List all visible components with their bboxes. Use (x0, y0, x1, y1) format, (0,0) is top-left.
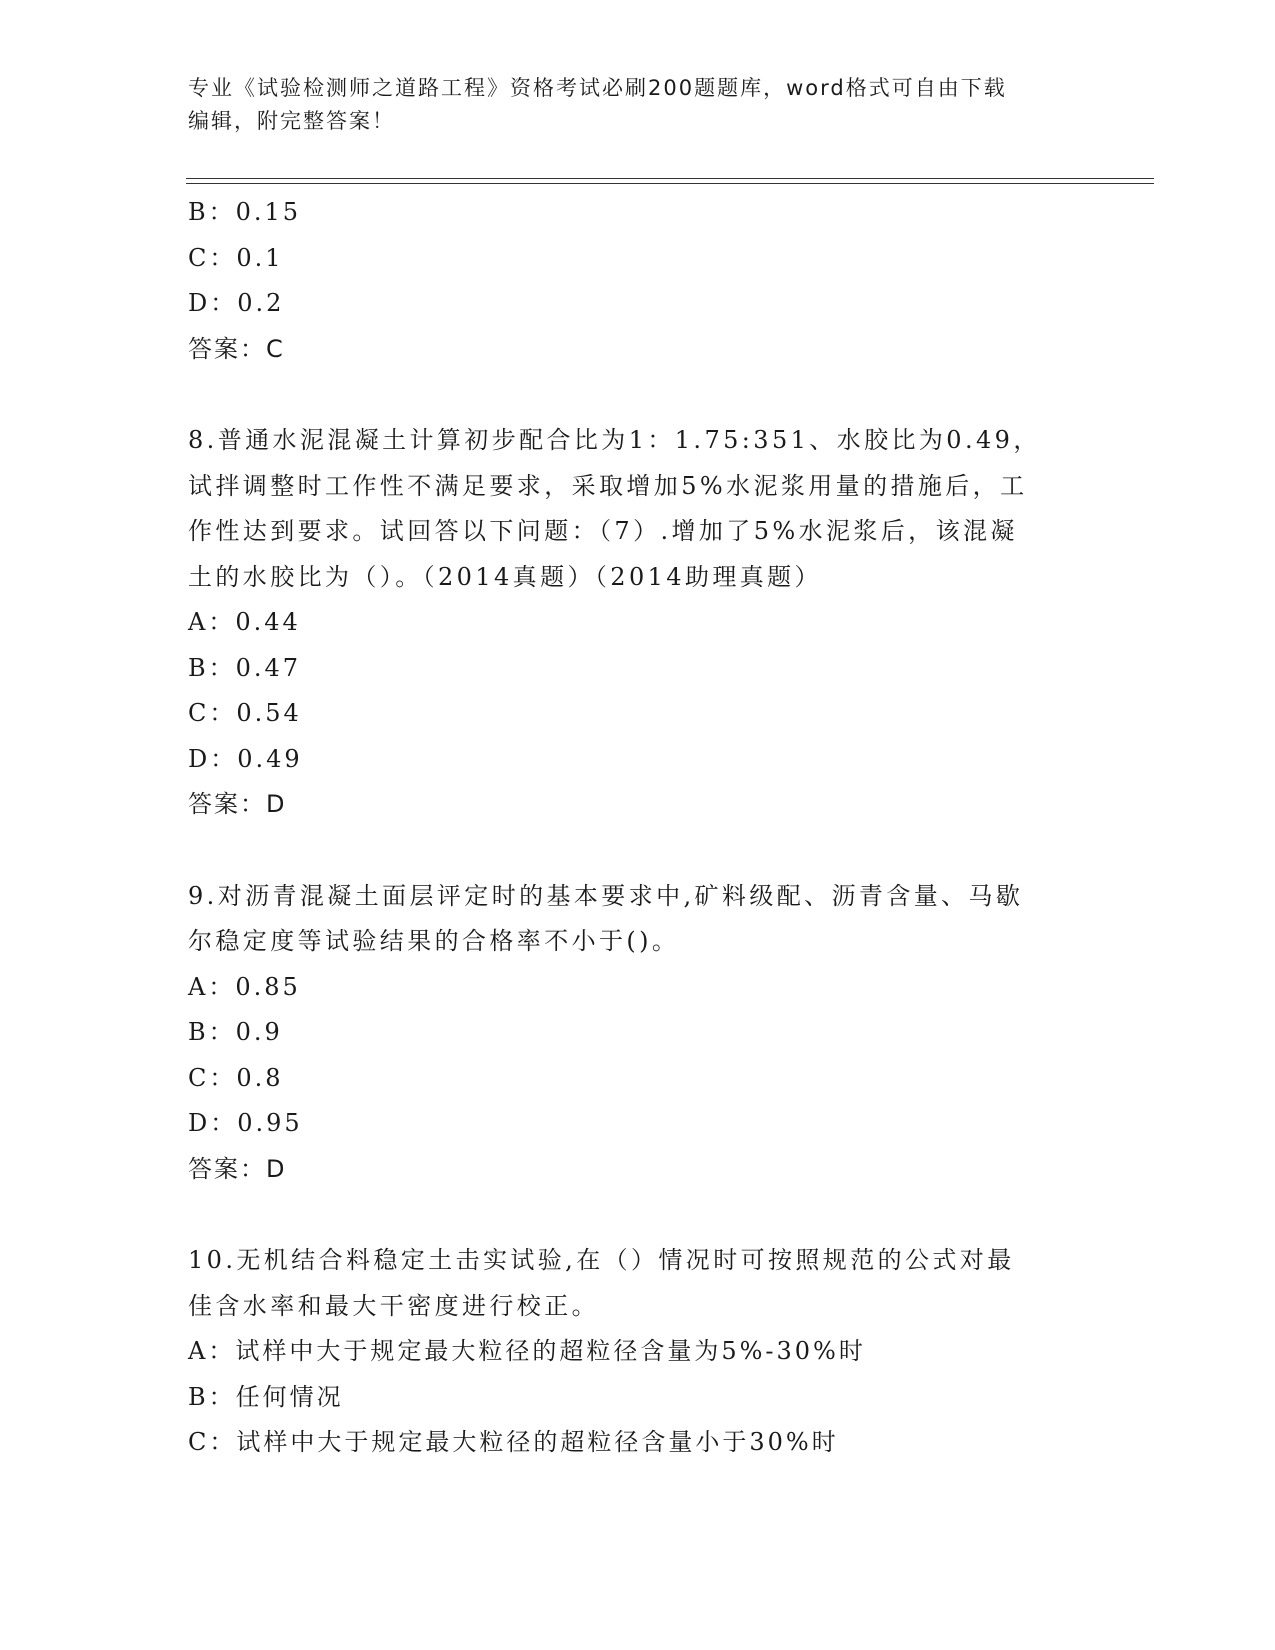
option-c: C：试样中大于规定最大粒径的超粒径含量小于30%时 (188, 1428, 839, 1456)
answer: 答案：C (188, 334, 285, 363)
question-8 (188, 418, 1088, 828)
option-c: C：0.1 (188, 243, 284, 272)
option-a: A：0.44 (188, 608, 301, 636)
stem-line: 9.对沥青混凝土面层评定时的基本要求中,矿料级配、沥青含量、马歇 (188, 881, 1024, 910)
option-d: D：0.2 (188, 289, 285, 317)
option-a: A：试样中大于规定最大粒径的超粒径含量为5%-30%时 (188, 1337, 866, 1365)
question-stem (188, 874, 1088, 965)
stem-line: 土的水胶比为（）。（2014真题）（2014助理真题） (188, 562, 822, 591)
question-stem (188, 1238, 1088, 1329)
option-b: B：0.15 (188, 198, 302, 226)
stem-line: 10.无机结合料稳定土击实试验,在（）情况时可按照规范的公式对最 (188, 1246, 1015, 1274)
stem-line: 8.普通水泥混凝土计算初步配合比为1：1.75:351、水胶比为0.49， (188, 426, 1041, 454)
header-title-line-2: 编辑，附完整答案！ (188, 109, 395, 133)
header-rule-top (186, 178, 1154, 179)
spacer (188, 1192, 1088, 1238)
page-header (188, 72, 1068, 138)
option-d: D：0.49 (188, 744, 303, 773)
stem-line: 作性达到要求。试回答以下问题：（7）.增加了5%水泥浆后，该混凝 (188, 517, 1018, 545)
option-b: B：任何情况 (188, 1382, 344, 1411)
spacer (188, 828, 1088, 874)
question-10 (188, 1238, 1088, 1466)
answer: 答案：D (188, 790, 287, 818)
header-title-line-1: 专业《试验检测师之道路工程》资格考试必刷200题题库，word格式可自由下载 (188, 76, 1007, 100)
option-c: C：0.8 (188, 1063, 284, 1092)
option-c: C：0.54 (188, 699, 302, 727)
option-b: B：0.47 (188, 653, 302, 682)
document-body (188, 190, 1088, 1466)
spacer (188, 372, 1088, 418)
option-a: A：0.85 (188, 972, 301, 1001)
option-b: B：0.9 (188, 1018, 283, 1046)
stem-line: 佳含水率和最大干密度进行校正。 (188, 1291, 599, 1320)
stem-line: 尔稳定度等试验结果的合格率不小于()。 (188, 927, 680, 955)
answer: 答案：D (188, 1154, 287, 1183)
header-rule-bottom (186, 183, 1154, 184)
question-9 (188, 874, 1088, 1193)
option-d: D：0.95 (188, 1109, 303, 1137)
question-stem (188, 418, 1088, 600)
stem-line: 试拌调整时工作性不满足要求，采取增加5%水泥浆用量的措施后，工 (188, 471, 1028, 500)
question-7-tail (188, 190, 1088, 372)
